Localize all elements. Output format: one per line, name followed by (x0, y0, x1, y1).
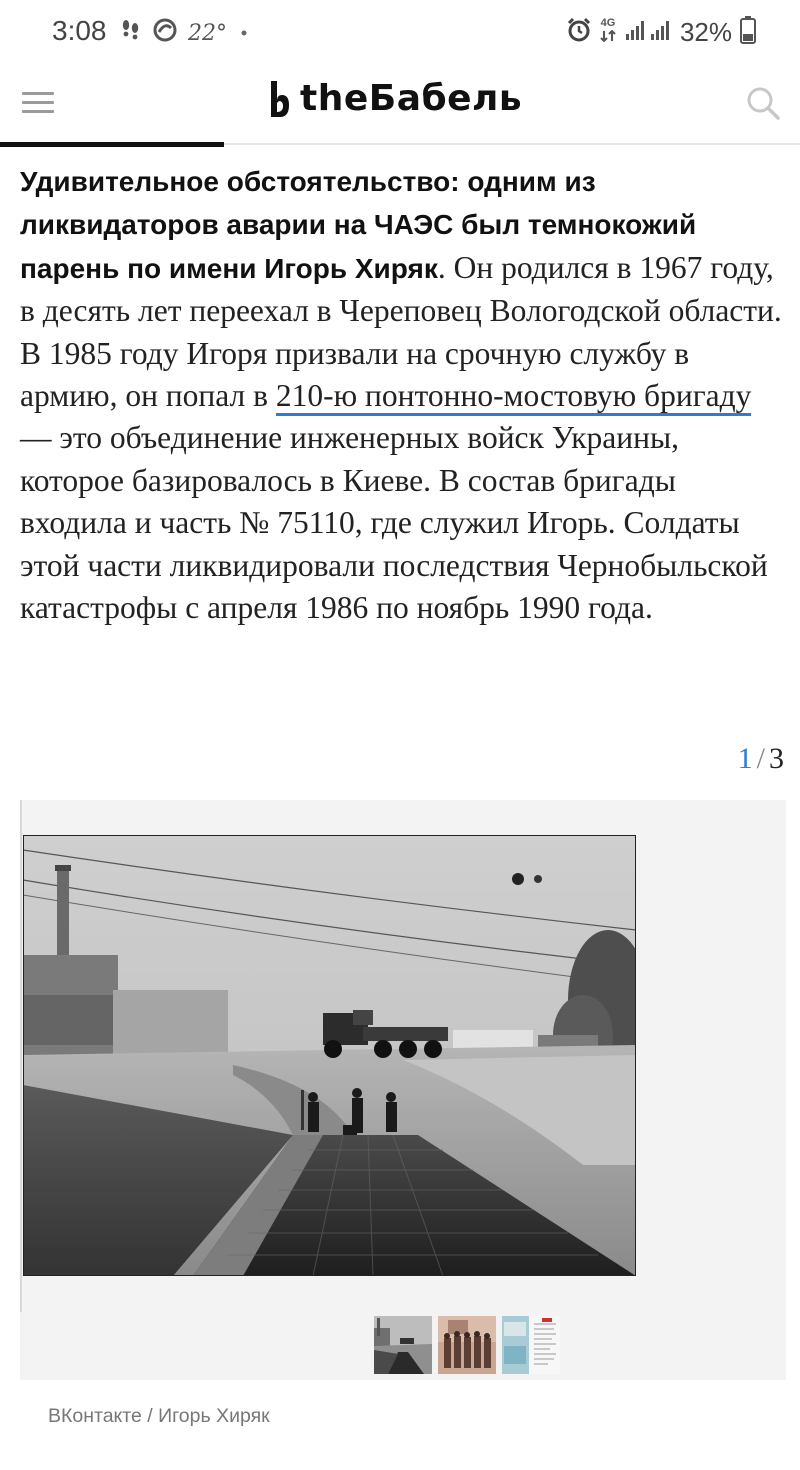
gallery-counter (738, 742, 784, 776)
menu-button[interactable] (22, 92, 54, 118)
status-bar (0, 0, 800, 66)
babel-logo-mark-icon (268, 79, 290, 119)
search-icon (744, 84, 784, 124)
hamburger-line (22, 110, 54, 113)
network-type-icon (600, 18, 616, 47)
battery-percent: 32% (679, 17, 732, 47)
reading-progress-bar (0, 142, 224, 147)
app-header (0, 66, 800, 144)
gallery-counter-separator: / (756, 742, 765, 775)
signal-icon (624, 18, 672, 47)
status-time: 3:08 (52, 15, 107, 46)
gallery-main-photo[interactable] (23, 835, 636, 1276)
gallery-thumbnail-2[interactable] (438, 1316, 496, 1374)
photo-caption: ВКонтакте / Игорь Хиряк (48, 1405, 270, 1427)
article-text-before-link: . Он родился в 1967 году, в десять лет переехал в Череповец Вологодской области. В 1985 году Игоря призвали на срочную службу в армию, он попал в (20, 249, 782, 414)
photo-gallery (20, 800, 786, 1380)
site-logo[interactable] (268, 78, 522, 119)
gallery-edge (20, 800, 22, 1312)
article-paragraph (20, 160, 788, 629)
brigade-link[interactable]: 210-ю понтонно-мостовую бригаду (276, 378, 751, 416)
article-lead-bold: Удивительное обстоятельство: одним из ликвидаторов аварии на ЧАЭС был темнокожий парень по имени Игорь Хиряк (20, 166, 697, 284)
search-button[interactable] (744, 84, 784, 124)
logo-text: theБабель (300, 78, 523, 119)
article-text-after-link: — это объединение инженерных войск Украины, которое базировалось в Киеве. В состав бригады входила и часть № 75110, где служил Игорь. Солдаты этой части ликвидировали последствия Чернобыльской катастрофы с апреля 1986 по ноябрь 1990 года. (20, 420, 768, 626)
gallery-thumbnails (374, 1316, 560, 1374)
gallery-current-index: 1 (737, 742, 753, 775)
alarm-icon (566, 17, 592, 48)
hamburger-line (22, 101, 54, 104)
gallery-total-count: 3 (769, 742, 784, 775)
gallery-thumbnail-1[interactable] (374, 1316, 432, 1374)
status-temperature: 22° (188, 20, 227, 46)
status-left-icons (120, 17, 251, 49)
gallery-thumbnail-3[interactable] (502, 1316, 560, 1374)
app-notification-icon (152, 17, 178, 49)
hamburger-icon (22, 92, 54, 95)
status-right-icons (566, 16, 756, 49)
dot-icon (237, 20, 251, 46)
battery-icon (740, 16, 756, 49)
network-type-label: 4G (600, 17, 616, 29)
footsteps-icon (120, 19, 142, 47)
